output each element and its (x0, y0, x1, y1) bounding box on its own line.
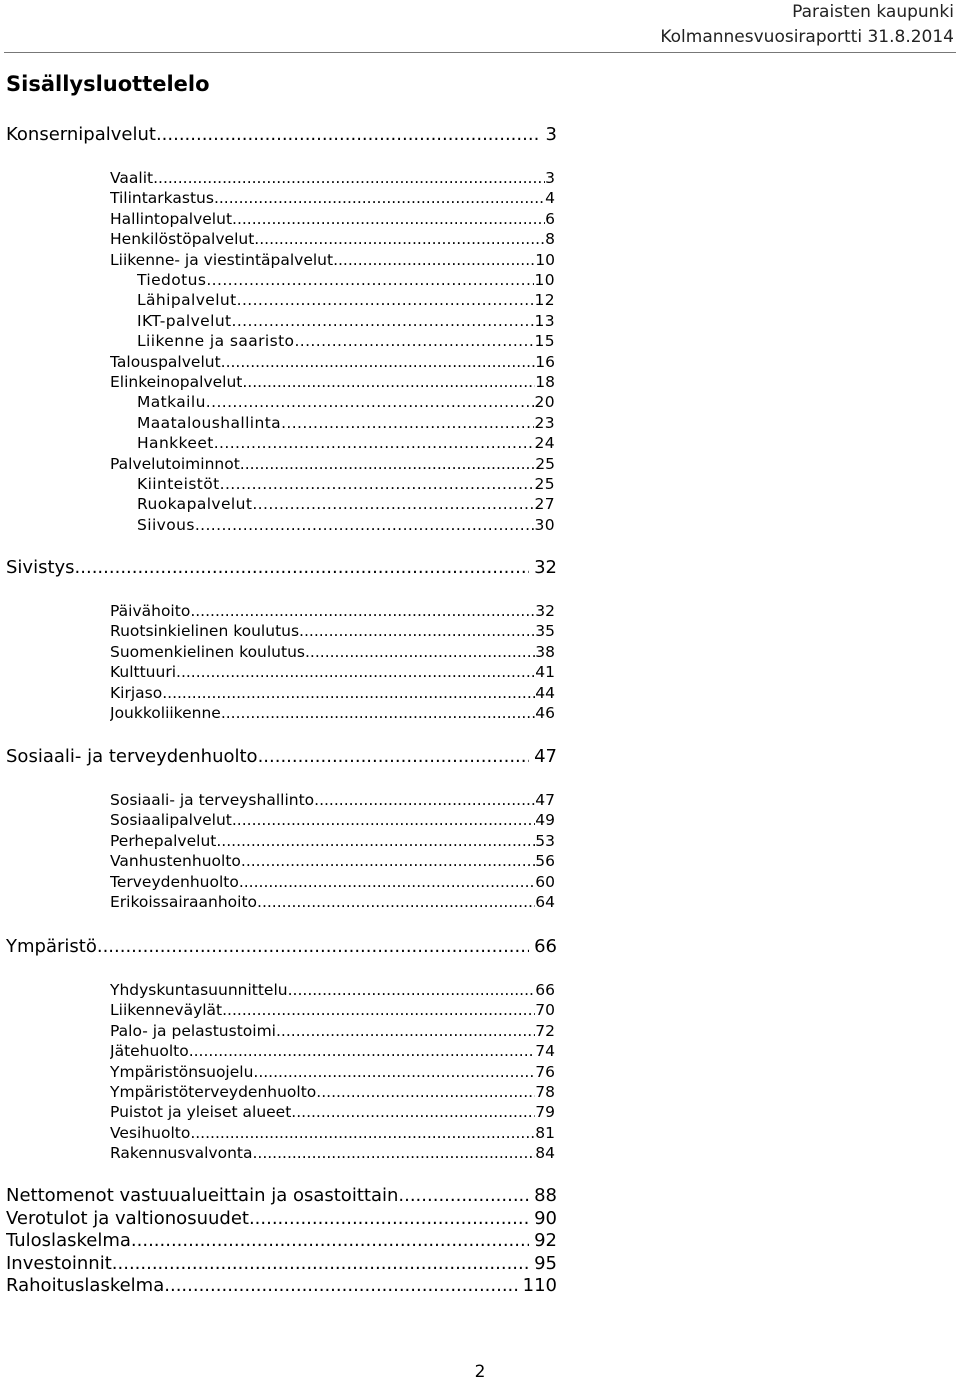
dot-leader (299, 621, 535, 641)
dot-leader (258, 746, 530, 768)
toc-entry-label: Ruotsinkielinen koulutus (110, 622, 300, 640)
toc-subsection-entry[interactable] (110, 1000, 555, 1020)
toc-subsection-entry[interactable] (110, 352, 555, 372)
toc-appendix-entry[interactable] (6, 1208, 557, 1230)
dot-leader (254, 229, 545, 249)
dot-leader (214, 433, 535, 453)
toc-subsection-entry[interactable] (110, 1123, 555, 1143)
toc-subsection-entry[interactable] (110, 601, 555, 621)
toc-subsection-entry[interactable] (110, 683, 555, 703)
header-organization: Paraisten kaupunki (792, 2, 954, 22)
toc-subsection-entry[interactable] (110, 1082, 555, 1102)
toc-entry-label: Siivous (137, 516, 195, 534)
toc-entry-label: Suomenkielinen koulutus (110, 643, 305, 661)
toc-entry-page: 32 (535, 602, 555, 620)
toc-entry-label: Vesihuolto (110, 1124, 191, 1142)
toc-entry-page: 49 (535, 811, 555, 829)
toc-subsection-entry[interactable] (110, 980, 555, 1000)
toc-entry-label: Liikenneväylät (110, 1001, 223, 1019)
toc-appendix-entry[interactable] (6, 1230, 557, 1252)
dot-leader (333, 250, 535, 270)
toc-entry-page: 25 (535, 455, 555, 473)
toc-section-entry[interactable] (6, 557, 557, 579)
toc-entry-page: 66 (534, 936, 557, 957)
toc-entry-label: Yhdyskuntasuunnittelu (110, 981, 288, 999)
toc-entry-label: Sosiaali- ja terveydenhuolto (6, 746, 258, 767)
toc-entry-page: 47 (534, 746, 557, 767)
toc-entry-page: 24 (534, 434, 555, 452)
toc-entry-page: 6 (545, 210, 555, 228)
toc-entry-page: 53 (535, 832, 555, 850)
dot-leader (190, 601, 535, 621)
toc-subsection-entry[interactable] (110, 810, 555, 830)
toc-subsection-entry[interactable] (110, 1021, 555, 1041)
toc-entry-label: Elinkeinopalvelut (110, 373, 243, 391)
dot-leader (232, 209, 545, 229)
toc-entry-label: Tuloslaskelma (6, 1230, 131, 1251)
toc-entry-label: Henkilöstöpalvelut (110, 230, 255, 248)
toc-entry-label: Perhepalvelut (110, 832, 217, 850)
toc-entry-page: 64 (535, 893, 555, 911)
toc-entry-label: Tiedotus (137, 271, 207, 289)
toc-entry-page: 23 (534, 414, 555, 432)
toc-entry-label: Hankkeet (137, 434, 214, 452)
toc-section-entry[interactable] (6, 746, 557, 768)
toc-subsection-entry[interactable] (137, 270, 555, 290)
toc-entry-label: Talouspalvelut (110, 353, 221, 371)
toc-subsection-entry[interactable] (137, 290, 555, 310)
toc-entry-label: IKT-palvelut (137, 312, 232, 330)
dot-leader (232, 810, 535, 830)
toc-entry-label: Lähipalvelut (137, 291, 237, 309)
toc-entry-page: 3 (545, 169, 555, 187)
toc-section-entry[interactable] (6, 936, 557, 958)
toc-entry-page: 38 (535, 643, 555, 661)
toc-subsection-entry[interactable] (110, 831, 555, 851)
toc-subsection-entry[interactable] (110, 642, 555, 662)
toc-entry-page: 84 (535, 1144, 555, 1162)
toc-entry-label: Sosiaalipalvelut (110, 811, 232, 829)
dot-leader (206, 270, 534, 290)
toc-entry-page: 4 (545, 189, 555, 207)
toc-entry-label: Liikenne ja saaristo (137, 332, 295, 350)
toc-entry-label: Vaalit (110, 169, 154, 187)
toc-entry-label: Puistot ja yleiset alueet (110, 1103, 292, 1121)
toc-subsection-entry[interactable] (110, 703, 555, 723)
dot-leader (206, 392, 535, 412)
toc-entry-label: Rakennusvalvonta (110, 1144, 253, 1162)
toc-entry-page: 15 (534, 332, 555, 350)
dot-leader (281, 413, 534, 433)
toc-entry-label: Terveydenhuolto (110, 873, 239, 891)
toc-entry-page: 110 (522, 1275, 557, 1296)
toc-entry-label: Konsernipalvelut (6, 124, 156, 145)
toc-entry-label: Sivistys (6, 557, 75, 578)
toc-section-entry[interactable] (6, 124, 557, 146)
toc-entry-page: 32 (534, 557, 557, 578)
toc-entry-page: 72 (535, 1022, 555, 1040)
toc-entry-page: 41 (535, 663, 555, 681)
dot-leader (314, 790, 535, 810)
toc-entry-label: Investoinnit (6, 1253, 112, 1274)
dot-leader (257, 892, 535, 912)
toc-entry-label: Kirjaso (110, 684, 163, 702)
toc-entry-label: Verotulot ja valtionosuudet (6, 1208, 249, 1229)
toc-entry-label: Kulttuuri (110, 663, 177, 681)
toc-subsection-entry[interactable] (110, 892, 555, 912)
toc-entry-page: 90 (534, 1208, 557, 1229)
toc-entry-label: Ympäristö (6, 936, 97, 957)
header-report-title: Kolmannesvuosiraportti 31.8.2014 (660, 27, 954, 47)
toc-entry-page: 16 (535, 353, 555, 371)
toc-subsection-entry[interactable] (110, 662, 555, 682)
dot-leader (276, 1021, 535, 1041)
toc-entry-page: 92 (534, 1230, 557, 1251)
dot-leader (288, 980, 536, 1000)
toc-entry-page: 8 (545, 230, 555, 248)
dot-leader (232, 311, 535, 331)
toc-entry-page: 44 (535, 684, 555, 702)
toc-subsection-entry[interactable] (110, 188, 555, 208)
dot-leader (222, 1000, 535, 1020)
toc-entry-page: 10 (534, 271, 555, 289)
toc-appendix-entry[interactable] (6, 1275, 557, 1297)
toc-subsection-entry[interactable] (110, 209, 555, 229)
toc-entry-page: 27 (534, 495, 555, 513)
toc-entry-label: Liikenne- ja viestintäpalvelut (110, 251, 334, 269)
toc-entry-page: 18 (535, 373, 555, 391)
toc-entry-label: Ruokapalvelut (137, 495, 253, 513)
dot-leader (176, 662, 535, 682)
toc-entry-page: 60 (535, 873, 555, 891)
toc-subsection-entry[interactable] (110, 372, 555, 392)
dot-leader (240, 454, 535, 474)
toc-entry-page: 3 (545, 124, 557, 145)
toc-entry-label: Jätehuolto (110, 1042, 189, 1060)
toc-title: Sisällysluottelelo (6, 72, 210, 96)
toc-entry-label: Matkailu (137, 393, 206, 411)
toc-entry-page: 35 (535, 622, 555, 640)
toc-entry-page: 66 (535, 981, 555, 999)
toc-subsection-entry[interactable] (110, 250, 555, 270)
dot-leader (252, 494, 534, 514)
dot-leader (252, 1143, 535, 1163)
toc-entry-label: Hallintopalvelut (110, 210, 233, 228)
dot-leader (162, 683, 535, 703)
toc-subsection-entry[interactable] (110, 621, 555, 641)
toc-subsection-entry[interactable] (137, 311, 555, 331)
toc-entry-page: 78 (535, 1083, 555, 1101)
dot-leader (220, 474, 535, 494)
dot-leader (239, 872, 535, 892)
toc-entry-page: 76 (535, 1063, 555, 1081)
dot-leader (305, 642, 535, 662)
dot-leader (214, 188, 545, 208)
dot-leader (153, 168, 545, 188)
toc-appendix-entry[interactable] (6, 1253, 557, 1275)
toc-entry-page: 95 (534, 1253, 557, 1274)
dot-leader (97, 936, 529, 958)
toc-subsection-entry[interactable] (110, 872, 555, 892)
toc-entry-label: Päivähoito (110, 602, 191, 620)
dot-leader (398, 1185, 529, 1207)
toc-subsection-entry[interactable] (110, 1143, 555, 1163)
toc-subsection-entry[interactable] (110, 1102, 555, 1122)
toc-subsection-entry[interactable] (110, 851, 555, 871)
toc-entry-label: Palo- ja pelastustoimi (110, 1022, 276, 1040)
dot-leader (164, 1275, 517, 1297)
toc-entry-label: Ympäristöterveydenhuolto (110, 1083, 317, 1101)
toc-entry-label: Rahoituslaskelma (6, 1275, 165, 1296)
dot-leader (316, 1082, 535, 1102)
dot-leader (190, 1123, 535, 1143)
toc-subsection-entry[interactable] (137, 433, 555, 453)
dot-leader (75, 557, 530, 579)
toc-entry-page: 74 (535, 1042, 555, 1060)
page-number: 2 (474, 1362, 486, 1382)
toc-subsection-entry[interactable] (110, 454, 555, 474)
toc-subsection-entry[interactable] (137, 413, 555, 433)
toc-entry-page: 30 (534, 516, 555, 534)
toc-entry-label: Sosiaali- ja terveyshallinto (110, 791, 315, 809)
toc-entry-label: Erikoissairaanhoito (110, 893, 258, 911)
toc-entry-page: 13 (534, 312, 555, 330)
toc-entry-label: Palvelutoiminnot (110, 455, 240, 473)
toc-entry-label: Kiinteistöt (137, 475, 220, 493)
toc-entry-page: 20 (534, 393, 555, 411)
toc-subsection-entry[interactable] (137, 474, 555, 494)
dot-leader (195, 515, 535, 535)
dot-leader (291, 1102, 535, 1122)
dot-leader (249, 1208, 529, 1230)
toc-entry-page: 12 (534, 291, 555, 309)
toc-entry-label: Tilintarkastus (110, 189, 214, 207)
dot-leader (112, 1253, 529, 1275)
toc-subsection-entry[interactable] (110, 1062, 555, 1082)
dot-leader (221, 703, 535, 723)
toc-subsection-entry[interactable] (110, 229, 555, 249)
dot-leader (241, 851, 535, 871)
toc-appendix-entry[interactable] (6, 1185, 557, 1207)
dot-leader (242, 372, 535, 392)
toc-entry-page: 10 (535, 251, 555, 269)
dot-leader (216, 831, 535, 851)
toc-entry-page: 81 (535, 1124, 555, 1142)
toc-entry-page: 56 (535, 852, 555, 870)
toc-subsection-entry[interactable] (110, 168, 555, 188)
dot-leader (131, 1230, 529, 1252)
dot-leader (237, 290, 535, 310)
dot-leader (221, 352, 536, 372)
toc-subsection-entry[interactable] (137, 392, 555, 412)
dot-leader (156, 124, 541, 146)
toc-subsection-entry[interactable] (110, 1041, 555, 1061)
toc-entry-label: Ympäristönsuojelu (110, 1063, 254, 1081)
toc-entry-page: 88 (534, 1185, 557, 1206)
toc-entry-label: Nettomenot vastuualueittain ja osastoittain (6, 1185, 399, 1206)
toc-entry-label: Vanhustenhuolto (110, 852, 241, 870)
header-divider (4, 52, 956, 53)
toc-entry-page: 46 (535, 704, 555, 722)
dot-leader (189, 1041, 536, 1061)
toc-subsection-entry[interactable] (137, 515, 555, 535)
dot-leader (253, 1062, 535, 1082)
toc-entry-page: 79 (535, 1103, 555, 1121)
toc-subsection-entry[interactable] (110, 790, 555, 810)
toc-entry-label: Maataloushallinta (137, 414, 282, 432)
dot-leader (294, 331, 534, 351)
toc-entry-page: 70 (535, 1001, 555, 1019)
toc-subsection-entry[interactable] (137, 331, 555, 351)
toc-subsection-entry[interactable] (137, 494, 555, 514)
toc-entry-page: 47 (535, 791, 555, 809)
toc-entry-label: Joukkoliikenne (110, 704, 221, 722)
toc-entry-page: 25 (534, 475, 555, 493)
